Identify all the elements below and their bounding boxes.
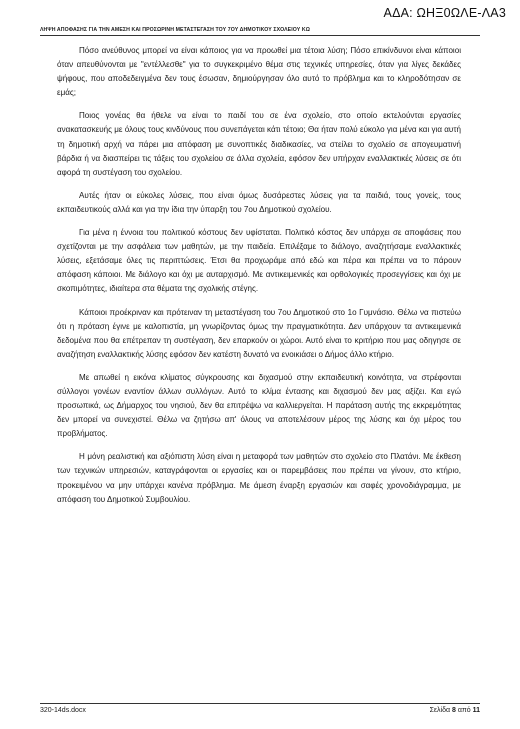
document-body bbox=[57, 44, 461, 516]
paragraph: Ποιος γονέας θα ήθελε να είναι το παιδί του σε ένα σχολείο, στο οποίο εκτελούνται εργασίες ανακατασκευής με όλους τους κινδύνους που συνεπάγεται κάτι τέτοιο; Θα ήταν πολύ εύκολο για μένα και για αυτή τη δημοτική αρχή να πάρει μια απόφαση με συνοπτικές διαδικασίες, να στείλει το σχολείο σε απογευματινή βάρδια ή να διασπείρει τις τάξεις του σχολείου σε άλλα σχολεία, εφόσον δεν υπήρχαν εναλλακτικές λύσεις σε ότι αφορά τη συστέγαση του σχολείου. bbox=[57, 111, 461, 177]
page-prefix: Σελίδα bbox=[429, 707, 451, 714]
page-current: 8 bbox=[452, 707, 456, 714]
paragraph: Αυτές ήταν οι εύκολες λύσεις, που είναι όμως δυσάρεστες λύσεις για τα παιδιά, τους γονείς, τους εκπαιδευτικούς αλλά και για την ίδια την ύπαρξη του 7ου Δημοτικού σχολείου. bbox=[57, 190, 461, 214]
page-total: 11 bbox=[472, 707, 480, 714]
document-footer bbox=[40, 703, 480, 714]
paragraph: Κάποιοι προέκριναν και πρότειναν τη μεταστέγαση του 7ου Δημοτικού στο 1ο Γυμνάσιο. Θέλω να πιστεύω ότι η πρόταση έγινε με καλοπιστία, μη γνωρίζοντας όμως την πραγματικότητα. Δεν υπάρχουν τα αντικειμενικά δεδομένα που θα επέτρεπαν τη συστέγαση, δεν επαρκούν οι χώροι. Αυτό είναι το κριτήριο που μας οδηγησε σε αναζήτηση εναλλακτικής λύσης εφόσον δεν κατέστη δυνατό να ενοικιάσει ο Δήμος άλλο κτήριο. bbox=[57, 307, 461, 359]
paragraph: Η μόνη ρεαλιστική και αξιόπιστη λύση είναι η μεταφορά των μαθητών στο σχολείο στο Πλατάνι. Με έκθεση των τεχνικών υπηρεσιών, καταγράφονται οι εργασίες και οι παρεμβάσεις που πρέπει να γίνουν, στο κτήριο, προκειμένου να μην υπάρχει κανένα πρόβλημα. Με άμεση έναρξη εργασιών και σαφές χρονοδιάγραμμα, με απόφαση του Δημοτικού Συμβουλίου. bbox=[57, 452, 461, 504]
page-sep: από bbox=[457, 707, 471, 714]
page-number bbox=[430, 707, 480, 714]
ada-code: ΑΔΑ: ΩΗΞ0ΩΛΕ-ΛΑ3 bbox=[383, 6, 506, 20]
paragraph: Για μένα η έννοια του πολιτικού κόστους δεν υφίσταται. Πολιτικό κόστος δεν υπάρχει σε αποφάσεις που σχετίζονται με την ασφάλεια των μαθητών, με την παιδεία. Επιλέξαμε το διάλογο, αναζητήσαμε εναλλακτικές λύσεις, εξετάσαμε όλες τις περιπτώσεις. Έτσι θα προχωράμε από εδώ και πέρα και πρέπει να το πάρουν απόφαση κάποιοι. Με διάλογο και όχι με αυταρχισμό. Με αντικειμενικές και ορθολογικές προσεγγίσεις και όχι με σκοπιμότητες, ιδιαίτερα στα θέματα της σχολικής στέγης. bbox=[57, 228, 461, 294]
paragraph: Με απωθεί η εικόνα κλίματος σύγκρουσης και διχασμού στην εκπαιδευτική κοινότητα, να στρέφονται σύλλογοι γονέων εναντίον άλλων συλλόγων. Αυτό το κλίμα έντασης και διχασμού δεν μας αξίζει. Και εγώ προσωπικά, ως Δήμαρχος του νησιού, δεν θα επιτρέψω να καλλιεργείται. Η παράταση αυτής της εκκρεμότητας δεν μπορεί να συνεχιστεί. Θέλω να ζητήσω απ' όλους να αποτελέσουν μέρος της λύσης και όχι μέρος του προβλήματος. bbox=[57, 372, 461, 439]
footer-filename: 320-14ds.docx bbox=[40, 707, 86, 714]
paragraph: Πόσο ανεύθυνος μπορεί να είναι κάποιος για να προωθεί μια τέτοια λύση; Πόσο επικίνδυνοι είναι κάποιοι όταν απευθύνονται με "εντέλλεσθε" για το συγκεκριμένο θέμα στις τεχνικές υπηρεσίες, όταν για λίγες δεκάδες ψήφους, που αποδεδειγμένα δεν τους έσωσαν, δημιούργησαν όλο αυτό το πρόβλημα και το κληροδότησαν σε εμάς; bbox=[57, 46, 461, 98]
document-header: ΛΗΨΗ ΑΠΟΦΑΣΗΣ ΓΙΑ ΤΗΝ ΑΜΕΣΗ ΚΑΙ ΠΡΟΣΩΡΙΝΗ ΜΕΤΑΣΤΕΓΑΣΗ ΤΟΥ 7ΟΥ ΔΗΜΟΤΙΚΟΥ ΣΧΟΛΕΙΟΥ ΚΩ bbox=[40, 27, 480, 36]
